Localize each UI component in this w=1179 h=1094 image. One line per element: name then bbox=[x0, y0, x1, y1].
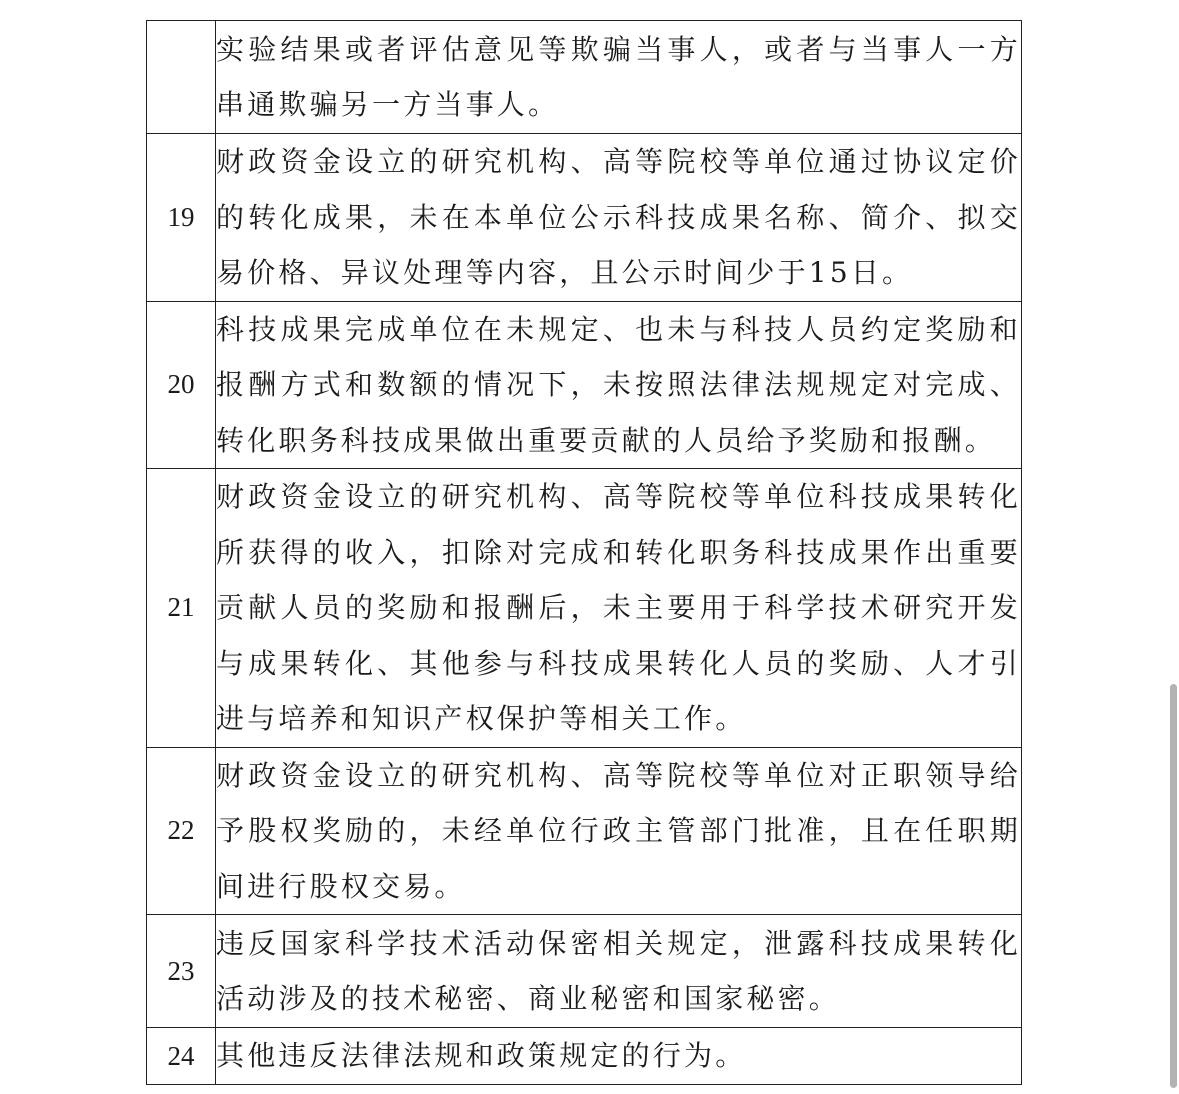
vertical-scrollbar[interactable] bbox=[1170, 684, 1177, 1088]
table-row bbox=[147, 747, 1022, 915]
row-number: 20 bbox=[147, 301, 216, 469]
row-text: 违反国家科学技术活动保密相关规定，泄露科技成果转化活动涉及的技术秘密、商业秘密和国家秘密。 bbox=[216, 915, 1022, 1028]
row-text: 其他违反法律法规和政策规定的行为。 bbox=[216, 1028, 1022, 1085]
row-number: 22 bbox=[147, 747, 216, 915]
table-row bbox=[147, 21, 1022, 134]
table-row bbox=[147, 301, 1022, 469]
row-text: 科技成果完成单位在未规定、也未与科技人员约定奖励和报酬方式和数额的情况下，未按照法律法规规定对完成、转化职务科技成果做出重要贡献的人员给予奖励和报酬。 bbox=[216, 301, 1022, 469]
table-row bbox=[147, 469, 1022, 748]
row-text: 实验结果或者评估意见等欺骗当事人，或者与当事人一方串通欺骗另一方当事人。 bbox=[216, 21, 1022, 134]
row-number: 24 bbox=[147, 1028, 216, 1085]
row-number bbox=[147, 21, 216, 134]
row-text: 财政资金设立的研究机构、高等院校等单位通过协议定价的转化成果，未在本单位公示科技成果名称、简介、拟交易价格、异议处理等内容，且公示时间少于15日。 bbox=[216, 134, 1022, 302]
row-number: 23 bbox=[147, 915, 216, 1028]
row-text: 财政资金设立的研究机构、高等院校等单位科技成果转化所获得的收入，扣除对完成和转化职务科技成果作出重要贡献人员的奖励和报酬后，未主要用于科学技术研究开发与成果转化、其他参与科技成果转化人员的奖励、人才引进与培养和知识产权保护等相关工作。 bbox=[216, 469, 1022, 748]
table-row bbox=[147, 1028, 1022, 1085]
table-row bbox=[147, 915, 1022, 1028]
table-row bbox=[147, 134, 1022, 302]
row-number: 21 bbox=[147, 469, 216, 748]
row-text: 财政资金设立的研究机构、高等院校等单位对正职领导给予股权奖励的，未经单位行政主管部门批准，且在任职期间进行股权交易。 bbox=[216, 747, 1022, 915]
row-number: 19 bbox=[147, 134, 216, 302]
violations-table bbox=[146, 20, 1022, 1085]
